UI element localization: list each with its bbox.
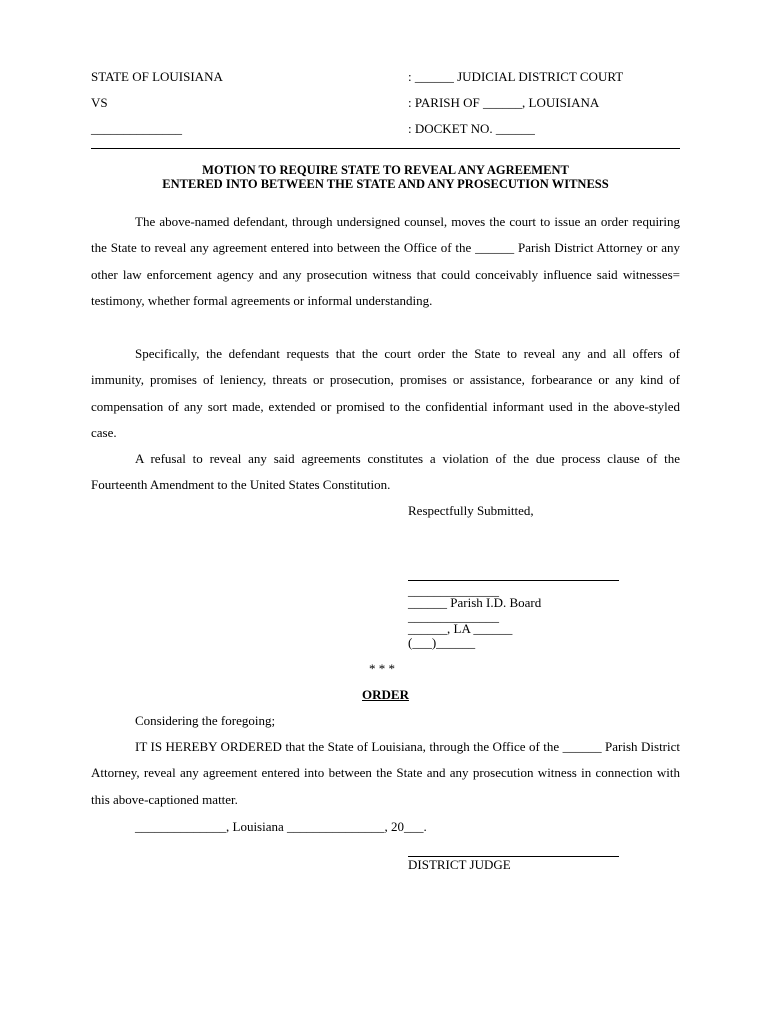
motion-title-line2: ENTERED INTO BETWEEN THE STATE AND ANY PROSECUTION WITNESS — [162, 177, 609, 191]
phone-number: (___)______ — [408, 635, 476, 650]
section-separator: * * * — [369, 661, 395, 676]
caption-docket: : DOCKET NO. ______ — [408, 121, 535, 136]
caption-parish: : PARISH OF ______, LOUISIANA — [408, 95, 600, 110]
closing: Respectfully Submitted, — [408, 503, 534, 518]
order-paragraph: IT IS HEREBY ORDERED that the State of Louisiana, through the Office of the ______ Parish District Attorney, reveal any agreement entered into between the State and any prosecution witness in connection with this above-captioned matter. — [91, 739, 680, 807]
caption-court: : ______ JUDICIAL DISTRICT COURT — [408, 69, 624, 84]
board-name: ______ Parish I.D. Board — [408, 595, 542, 610]
motion-title-line1: MOTION TO REQUIRE STATE TO REVEAL ANY AGREEMENT — [202, 163, 569, 177]
order-considering: Considering the foregoing; — [135, 713, 276, 728]
district-judge-label: DISTRICT JUDGE — [408, 857, 511, 872]
body-paragraph-3: A refusal to reveal any said agreements constitutes a violation of the due process clause of the Fourteenth Amendment to the United States Constitution. — [91, 451, 680, 493]
date-location-line: ______________, Louisiana _______________, 20___. — [135, 819, 427, 834]
caption-divider — [91, 148, 680, 149]
city-state-zip: ______, LA ______ — [408, 621, 513, 636]
body-paragraph-2: Specifically, the defendant requests that the court order the State to reveal any and all offers of immunity, promises of leniency, threats or prosecution, promises or assistance, forbearance or any kind of compensation of any sort made, extended or promised to the confidential informant used in the above-styled case. — [91, 346, 680, 440]
caption-state: STATE OF LOUISIANA — [91, 69, 223, 84]
caption-defendant-blank: ______________ — [91, 121, 182, 136]
body-paragraph-1: The above-named defendant, through undersigned counsel, moves the court to issue an order requiring the State to reveal any agreement entered into between the Office of the ______ Parish District Attorney or any other law enforcement agency and any prosecution witness that could conceivably influence said witnesses= testimony, whether formal agreements or informal understanding. — [91, 214, 680, 308]
order-heading: ORDER — [362, 687, 409, 702]
address-blank: ______________ — [408, 609, 499, 624]
attorney-name-blank: ______________ — [408, 583, 499, 598]
signature-line — [408, 580, 619, 581]
caption-vs: VS — [91, 95, 108, 110]
